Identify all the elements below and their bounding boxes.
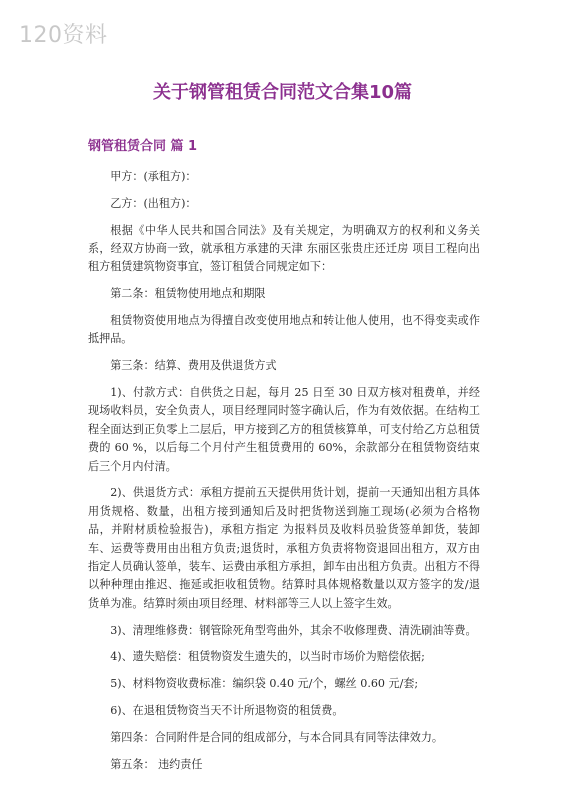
party-b-line: 乙方：(出租方)： [110, 196, 197, 210]
preamble-paragraph: 根据《中华人民共和国合同法》及有关规定，为明确双方的权利和义务关系，经双方协商一致，就承租方承建的天津 东丽区张贵庄还迁房 项目工程向出租方租赁建筑物资事宜，签订租赁合同规定如下： [88, 223, 480, 274]
party-a-line: 甲方：(承租方)： [110, 170, 197, 183]
maintenance-fee-paragraph: 3)、清理维修费：钢管除死角型弯曲外，其余不收修理费、清洗刷油等费。 [110, 623, 477, 637]
clause-3-heading: 第三条：结算、费用及供退货方式 [110, 359, 277, 373]
clause-5-heading: 第五条： 违约责任 [110, 757, 203, 771]
document-title: 关于钢管租赁合同范文合集10篇 [152, 82, 413, 103]
document-body [88, 168, 480, 782]
return-day-paragraph: 6)、在退租赁物资当天不计所退物资的租赁费。 [110, 704, 344, 718]
material-fee-paragraph: 5)、材料物资收费标准：编织袋 0.40 元/个，螺丝 0.60 元/套; [110, 677, 419, 691]
delivery-return-paragraph: 2)、供退货方式：承租方提前五天提供用货计划，提前一天通知出租方具体用货规格、数量，出租方接到通知后及时把货物送到施工现场(必须为合格物品，并附材质检验报告)，承租方指定 为报料员及收料员验货签单卸货，装卸车、运费等费用由出租方负责;退货时，承租方负责将物资退回出租方，双方由指定人员确认签单，装车、运费由承租方承担，卸车由出租方负责。出租方不得以种种理由推迟、拖延或拒收租赁物。结算时具体规格数量以双方签字的发/退货单为准。结算时须由项目经理、材料部等三人以上签字生效。 [88, 486, 480, 610]
clause-2-heading: 第二条：租赁物使用地点和期限 [110, 287, 266, 301]
loss-compensation-paragraph: 4)、遗失赔偿：租赁物资发生遗失的，以当时市场价为赔偿依据; [110, 650, 425, 664]
section-heading: 钢管租赁合同 篇 1 [88, 139, 198, 154]
clause-4-paragraph: 第四条：合同附件是合同的组成部分，与本合同具有同等法律效力。 [110, 730, 444, 744]
payment-method-paragraph: 1)、付款方式：自供货之日起，每月 25 日至 30 日双方核对租费单，并经现场收料员，安全负责人，项目经理同时签字确认后，作为有效依据。在结构工程全面达到正负零上二层后，甲方接到乙方的租赁核算单，可支付给乙方总租赁费的 60 %，以后每二个月付产生租赁费用的 60%，余款部分在租赁物资结束后三个月内付清。 [88, 386, 480, 473]
watermark-logo: 120资料 [19, 23, 108, 48]
clause-2-body: 租赁物资使用地点为得擅自改变使用地点和转让他人使用，也不得变卖或作抵押品。 [88, 314, 480, 346]
